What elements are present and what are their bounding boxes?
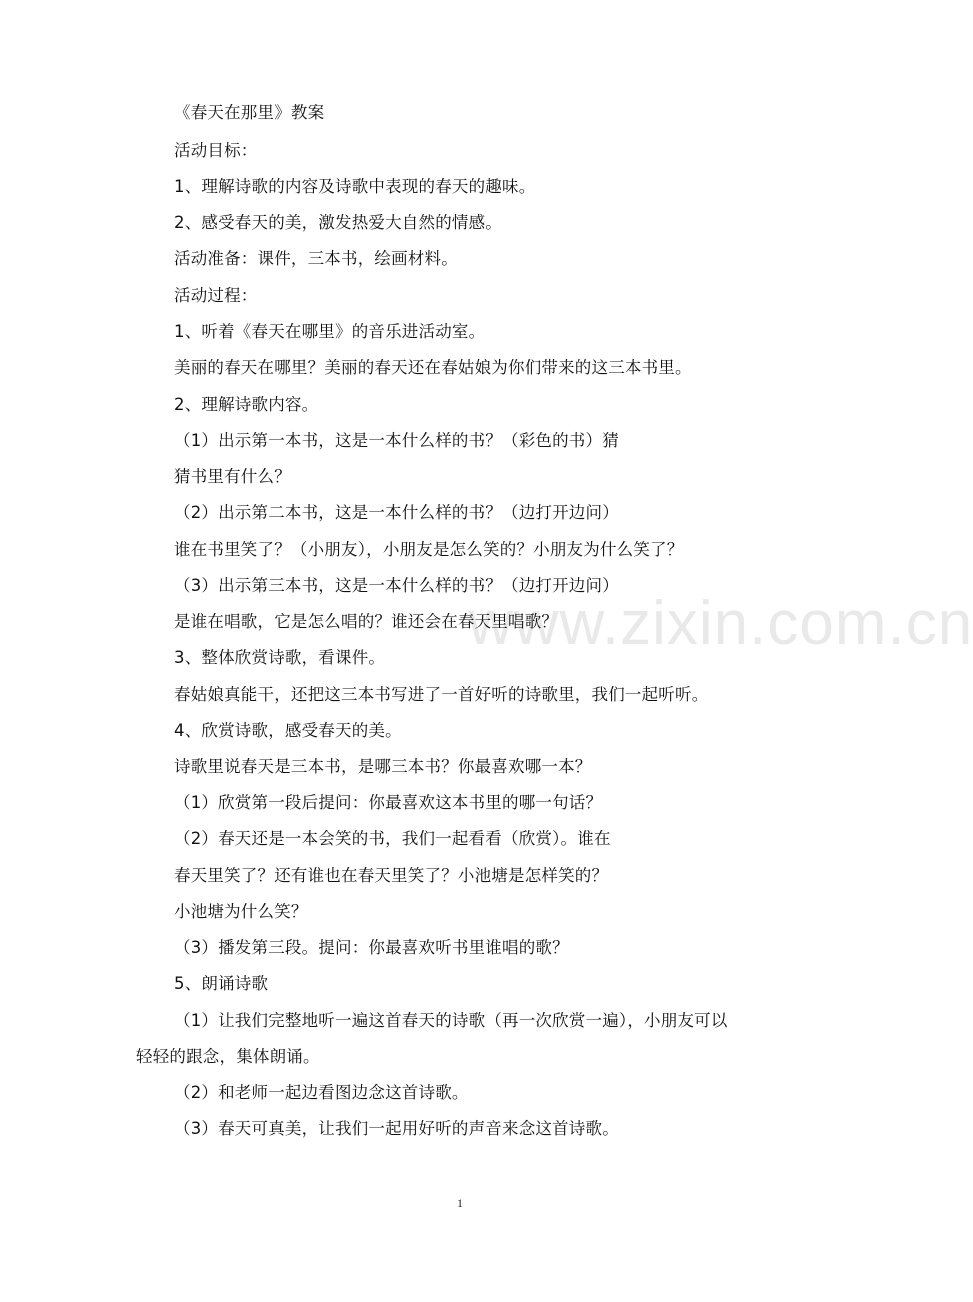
- section-heading-process: 活动过程：: [174, 286, 258, 305]
- paragraph: 春天里笑了？还有谁也在春天里笑了？小池塘是怎样笑的？: [174, 866, 609, 885]
- paragraph: 4、欣赏诗歌，感受春天的美。: [174, 721, 402, 740]
- watermark: www.zixin.com.cn: [468, 589, 973, 658]
- paragraph: 轻轻的跟念，集体朗诵。: [136, 1047, 320, 1066]
- paragraph: （2）春天还是一本会笑的书，我们一起看看（欣赏）。谁在: [174, 829, 611, 848]
- paragraph: 3、整体欣赏诗歌，看课件。: [174, 648, 386, 667]
- paragraph: 小池塘为什么笑？: [174, 902, 308, 921]
- paragraph: （1）出示第一本书，这是一本什么样的书？（彩色的书）猜: [174, 431, 619, 450]
- section-heading-goals: 活动目标：: [174, 141, 258, 160]
- paragraph: （3）出示第三本书，这是一本什么样的书？（边打开边问）: [174, 576, 619, 595]
- document-title: 《春天在那里》教案: [174, 103, 325, 122]
- paragraph: （3）播发第三段。提问：你最喜欢听书里谁唱的歌？: [174, 938, 569, 957]
- paragraph: 谁在书里笑了？（小朋友），小朋友是怎么笑的？小朋友为什么笑了？: [174, 540, 684, 559]
- paragraph: 1、理解诗歌的内容及诗歌中表现的春天的趣味。: [174, 177, 536, 196]
- paragraph: 1、听着《春天在哪里》的音乐进活动室。: [174, 322, 486, 341]
- paragraph: （1）让我们完整地听一遍这首春天的诗歌（再一次欣赏一遍），小朋友可以: [174, 1011, 728, 1030]
- paragraph: 2、理解诗歌内容。: [174, 395, 319, 414]
- paragraph: 春姑娘真能干，还把这三本书写进了一首好听的诗歌里，我们一起听听。: [174, 685, 709, 704]
- paragraph: 猜书里有什么？: [174, 467, 291, 486]
- paragraph: （2）出示第二本书，这是一本什么样的书？（边打开边问）: [174, 503, 619, 522]
- paragraph: （2）和老师一起边看图边念这首诗歌。: [174, 1083, 469, 1102]
- paragraph: 5、朗诵诗歌: [174, 974, 269, 993]
- paragraph: 诗歌里说春天是三本书，是哪三本书？你最喜欢哪一本？: [174, 757, 592, 776]
- paragraph: （3）春天可真美，让我们一起用好听的声音来念这首诗歌。: [174, 1119, 619, 1138]
- paragraph: （1）欣赏第一段后提问：你最喜欢这本书里的哪一句话？: [174, 793, 603, 812]
- section-heading-preparation: 活动准备：课件，三本书，绘画材料。: [174, 249, 458, 268]
- page-number: 1: [457, 1196, 463, 1210]
- paragraph: 2、感受春天的美，激发热爱大自然的情感。: [174, 213, 502, 232]
- paragraph: 是谁在唱歌，它是怎么唱的？谁还会在春天里唱歌？: [174, 612, 559, 631]
- paragraph: 美丽的春天在哪里？美丽的春天还在春姑娘为你们带来的这三本书里。: [174, 358, 692, 377]
